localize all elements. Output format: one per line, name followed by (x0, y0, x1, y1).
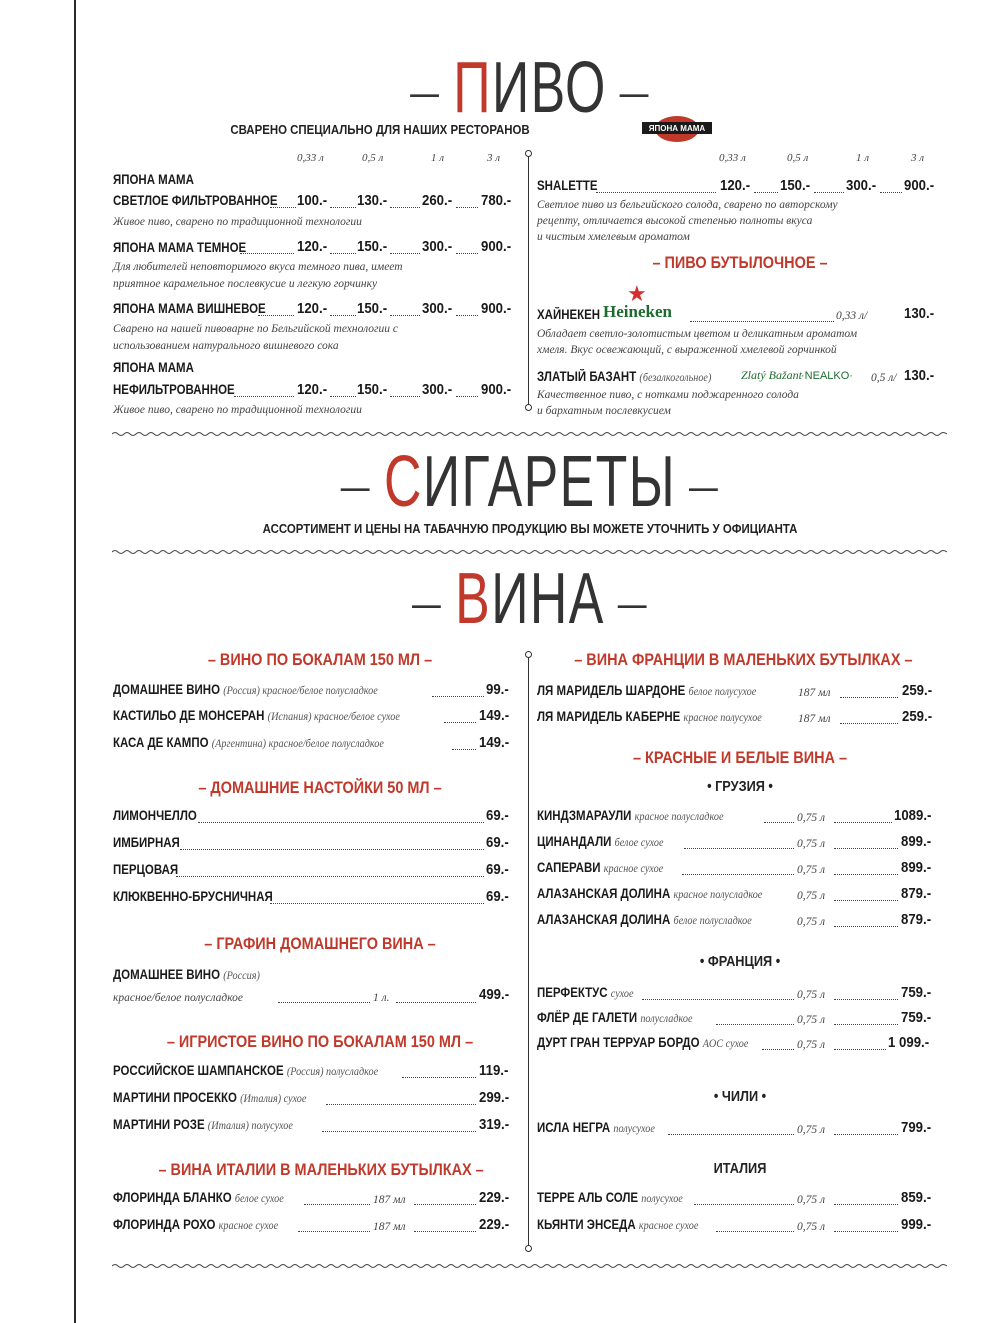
country-heading: ИТАЛИЯ (713, 1160, 767, 1177)
price-1: 300.- (846, 177, 877, 194)
price: 149.- (479, 734, 510, 751)
beer-name: ХАЙНЕКЕН (537, 307, 601, 322)
volume: 0,75 л (797, 1039, 826, 1051)
volume: 0,75 л (797, 838, 826, 850)
col-head-033-right: 0,33 л (719, 152, 746, 164)
wine-name: ФЛОРИНДА РОХО красное сухое (113, 1217, 279, 1232)
beer-desc: и бархатным послевкусием (537, 405, 671, 417)
price: 899.- (901, 833, 932, 850)
col-head-3-right: 3 л (911, 152, 925, 164)
price: 759.- (901, 1009, 932, 1026)
price-033: 120.- (297, 381, 328, 398)
wine-note: красное/белое полусладкое (113, 992, 244, 1004)
wave-divider (112, 1262, 947, 1270)
price: 229.- (479, 1189, 510, 1206)
price: 319.- (479, 1116, 510, 1133)
wine-name: ПЕРЦОВАЯ (113, 862, 179, 877)
price: 799.- (901, 1119, 932, 1136)
price: 1089.- (894, 807, 932, 824)
price: 879.- (901, 885, 932, 902)
price: 130.- (904, 305, 935, 322)
wave-divider (112, 548, 947, 556)
wine-name: ДОМАШНЕЕ ВИНО (Россия) красное/белое полусладкое (113, 682, 378, 697)
beer-desc: рецепту, отличается высокой степенью полноты вкуса (537, 215, 813, 227)
section-title: – ИГРИСТОЕ ВИНО ПО БОКАЛАМ 150 МЛ – (166, 1032, 474, 1051)
volume: 187 мл (373, 1221, 406, 1233)
section-title: – ВИНА ФРАНЦИИ В МАЛЕНЬКИХ БУТЫЛКАХ – (574, 650, 913, 669)
svg-text:ЯПОНА МАМА: ЯПОНА МАМА (648, 124, 706, 133)
section-title: – ГРАФИН ДОМАШНЕГО ВИНА – (204, 934, 436, 953)
wine-name: ФЛЁР ДЕ ГАЛЕТИ полусладкое (537, 1010, 693, 1025)
col-head-05-right: 0,5 л (787, 152, 809, 164)
wave-divider (112, 430, 947, 438)
col-head-05: 0,5 л (362, 152, 384, 164)
volume: 0,75 л (797, 890, 826, 902)
beer-desc: хмеля. Вкус освежающий, с выраженной хмелевой горчинкой (537, 344, 837, 356)
section-title: – ВИНО ПО БОКАЛАМ 150 МЛ – (207, 650, 433, 669)
wine-name: МАРТИНИ РОЗЕ (Италия) полусухое (113, 1117, 293, 1132)
volume: 0,75 л (797, 989, 826, 1001)
country-heading: • ФРАНЦИЯ • (699, 953, 781, 970)
wine-name: АЛАЗАНСКАЯ ДОЛИНА красное полусладкое (537, 886, 763, 901)
price-1: 260.- (422, 192, 453, 209)
beer-name: НЕФИЛЬТРОВАННОЕ (113, 382, 235, 397)
price: 69.- (486, 807, 509, 824)
red-star-icon: ★ (627, 281, 647, 306)
price: 149.- (479, 707, 510, 724)
beer-desc: Обладает светло-золотистым цветом и деликатным ароматом (537, 328, 858, 340)
wine-name: ПЕРФЕКТУС сухое (537, 985, 634, 1000)
wines-column-divider (528, 656, 529, 1248)
zlaty-bazant-logo: Zlatý Bažant (741, 368, 803, 382)
beer-desc: Качественное пиво, с нотками поджаренного солода (537, 389, 799, 401)
beer-desc: и чистым хмелевым ароматом (537, 231, 690, 243)
heineken-wordmark: Heineken (603, 302, 672, 321)
country-heading: • ЧИЛИ • (713, 1088, 767, 1105)
beer-name-line1: ЯПОНА МАМА (113, 172, 194, 187)
bottled-beer-title: – ПИВО БУТЫЛОЧНОЕ – (652, 253, 828, 272)
price-1: 300.- (422, 381, 453, 398)
volume: 0,75 л (797, 864, 826, 876)
wine-name: ФЛОРИНДА БЛАНКО белое сухое (113, 1190, 284, 1205)
volume: 1 л. (373, 992, 390, 1004)
price: 759.- (901, 984, 932, 1001)
price-033: 100.- (297, 192, 328, 209)
wine-name: КИНДЗМАРАУЛИ красное полусладкое (537, 808, 724, 823)
volume: 0,75 л (797, 1014, 826, 1026)
price-05: 150.- (357, 300, 388, 317)
col-head-1-right: 1 л (856, 152, 870, 164)
price-3: 900.- (481, 381, 512, 398)
beer-title: — ПИВО — (410, 48, 650, 128)
wine-name: КАСА ДЕ КАМПО (Аргентина) красное/белое полусладкое (113, 735, 384, 750)
price: 130.- (904, 367, 935, 384)
price: 69.- (486, 834, 509, 851)
price-1: 300.- (422, 238, 453, 255)
wine-name: ДУРТ ГРАН ТЕРРУАР БОРДО AOC сухое (537, 1035, 749, 1050)
beer-desc: Сварено на нашей пивоварне по Бельгийской технологии с (113, 323, 398, 335)
section-title: – ВИНА ИТАЛИИ В МАЛЕНЬКИХ БУТЫЛКАХ – (158, 1160, 484, 1179)
price: 899.- (901, 859, 932, 876)
volume: 0,75 л (797, 812, 826, 824)
col-head-033: 0,33 л (297, 152, 324, 164)
wine-name: ИСЛА НЕГРА полусухое (537, 1120, 655, 1135)
price: 259.- (902, 682, 933, 699)
beer-desc: Для любителей неповторимого вкуса темного пива, имеет (113, 261, 403, 273)
price-05: 150.- (357, 381, 388, 398)
wine-name: КАСТИЛЬО ДЕ МОНСЕРАН (Испания) красное/белое сухое (113, 708, 400, 723)
price: 879.- (901, 911, 932, 928)
price-05: 150.- (357, 238, 388, 255)
beer-desc: Живое пиво, сварено по традиционной технологии (113, 404, 362, 416)
price: 69.- (486, 888, 509, 905)
wine-name: САПЕРАВИ красное сухое (537, 860, 664, 875)
beer-desc: приятное карамельное послевкусие и легкую горчинку (113, 278, 378, 290)
volume: 0,75 л (797, 916, 826, 928)
yapona-mama-logo (642, 115, 712, 143)
price-3: 780.- (481, 192, 512, 209)
price: 119.- (479, 1062, 509, 1079)
price: 499.- (479, 986, 510, 1003)
price-1: 300.- (422, 300, 453, 317)
wine-name: ЦИНАНДАЛИ белое сухое (537, 834, 664, 849)
price: 299.- (479, 1089, 510, 1106)
section-title: – ДОМАШНИЕ НАСТОЙКИ 50 МЛ – (198, 778, 442, 797)
price-3: 900.- (481, 238, 512, 255)
volume: 0,33 л/ (836, 310, 868, 322)
volume: 187 мл (798, 713, 831, 725)
wine-name: ЛИМОНЧЕЛЛО (113, 808, 197, 823)
volume: 0,75 л (797, 1221, 826, 1233)
divider-knob (525, 651, 532, 658)
divider-knob (525, 1245, 532, 1252)
price: 99.- (486, 681, 509, 698)
wine-name: ИМБИРНАЯ (113, 835, 180, 850)
wine-name: РОССИЙСКОЕ ШАМПАНСКОЕ (Россия) полусладкое (113, 1063, 379, 1078)
country-heading: • ГРУЗИЯ • (707, 778, 773, 795)
beer-column-divider (528, 155, 529, 407)
price-05: 130.- (357, 192, 388, 209)
wine-name: АЛАЗАНСКАЯ ДОЛИНА белое полусладкое (537, 912, 752, 927)
beer-desc: использованием натурального вишневого сока (113, 340, 339, 352)
beer-name: ЗЛАТЫЙ БАЗАНТ (безалкогольное) (537, 369, 712, 384)
divider-knob (525, 404, 532, 411)
price: 859.- (901, 1189, 932, 1206)
col-head-1: 1 л (431, 152, 445, 164)
price-3: 900.- (481, 300, 512, 317)
volume: 0,75 л (797, 1124, 826, 1136)
beer-name: ЯПОНА МАМА ТЕМНОЕ (113, 240, 247, 255)
price-033: 120.- (297, 238, 328, 255)
wine-name: ТЕРРЕ АЛЬ СОЛЕ полусухое (537, 1190, 683, 1205)
price: 999.- (901, 1216, 932, 1233)
wine-name: ЛЯ МАРИДЕЛЬ КАБЕРНЕ красное полусухое (537, 709, 762, 724)
beer-desc: Светлое пиво из бельгийского солода, сварено по авторскому (537, 199, 838, 211)
beer-name: СВЕТЛОЕ ФИЛЬТРОВАННОЕ (113, 193, 278, 208)
price: 229.- (479, 1216, 510, 1233)
nealko-badge: ·NEALKO· (801, 370, 853, 382)
price-3: 900.- (904, 177, 935, 194)
wine-name: ДОМАШНЕЕ ВИНО (Россия) (113, 967, 260, 982)
wine-name: КЬЯНТИ ЭНСЕДА красное сухое (537, 1217, 699, 1232)
wine-name: МАРТИНИ ПРОСЕККО (Италия) сухое (113, 1090, 307, 1105)
volume: 0,5 л/ (871, 372, 897, 384)
beer-name-line1: ЯПОНА МАМА (113, 360, 194, 375)
price-05: 150.- (780, 177, 811, 194)
section-title: – КРАСНЫЕ И БЕЛЫЕ ВИНА – (632, 748, 848, 767)
cigarettes-title: — СИГАРЕТЫ — (340, 442, 720, 522)
beer-desc: Живое пиво, сварено по традиционной технологии (113, 216, 362, 228)
price: 259.- (902, 708, 933, 725)
beer-subtitle: СВАРЕНО СПЕЦИАЛЬНО ДЛЯ НАШИХ РЕСТОРАНОВ (230, 122, 530, 137)
volume: 187 мл (373, 1194, 406, 1206)
wine-name: КЛЮКВЕННО-БРУСНИЧНАЯ (113, 889, 273, 904)
price-033: 120.- (297, 300, 328, 317)
wines-title: — ВИНА — (411, 559, 649, 639)
price: 69.- (486, 861, 509, 878)
price: 1 099.- (888, 1034, 930, 1051)
cigarettes-subtitle: АССОРТИМЕНТ И ЦЕНЫ НА ТАБАЧНУЮ ПРОДУКЦИЮ ВЫ МОЖЕТЕ УТОЧНИТЬ У ОФИЦИАНТА (262, 521, 798, 536)
wine-name: ЛЯ МАРИДЕЛЬ ШАРДОНЕ белое полусухое (537, 683, 757, 698)
volume: 0,75 л (797, 1194, 826, 1206)
menu-spine (0, 0, 76, 1323)
volume: 187 мл (798, 687, 831, 699)
beer-name: ЯПОНА МАМА ВИШНЕВОЕ (113, 301, 266, 316)
beer-name: SHALETTE (537, 178, 598, 193)
divider-knob (525, 150, 532, 157)
price-033: 120.- (720, 177, 751, 194)
col-head-3: 3 л (487, 152, 501, 164)
